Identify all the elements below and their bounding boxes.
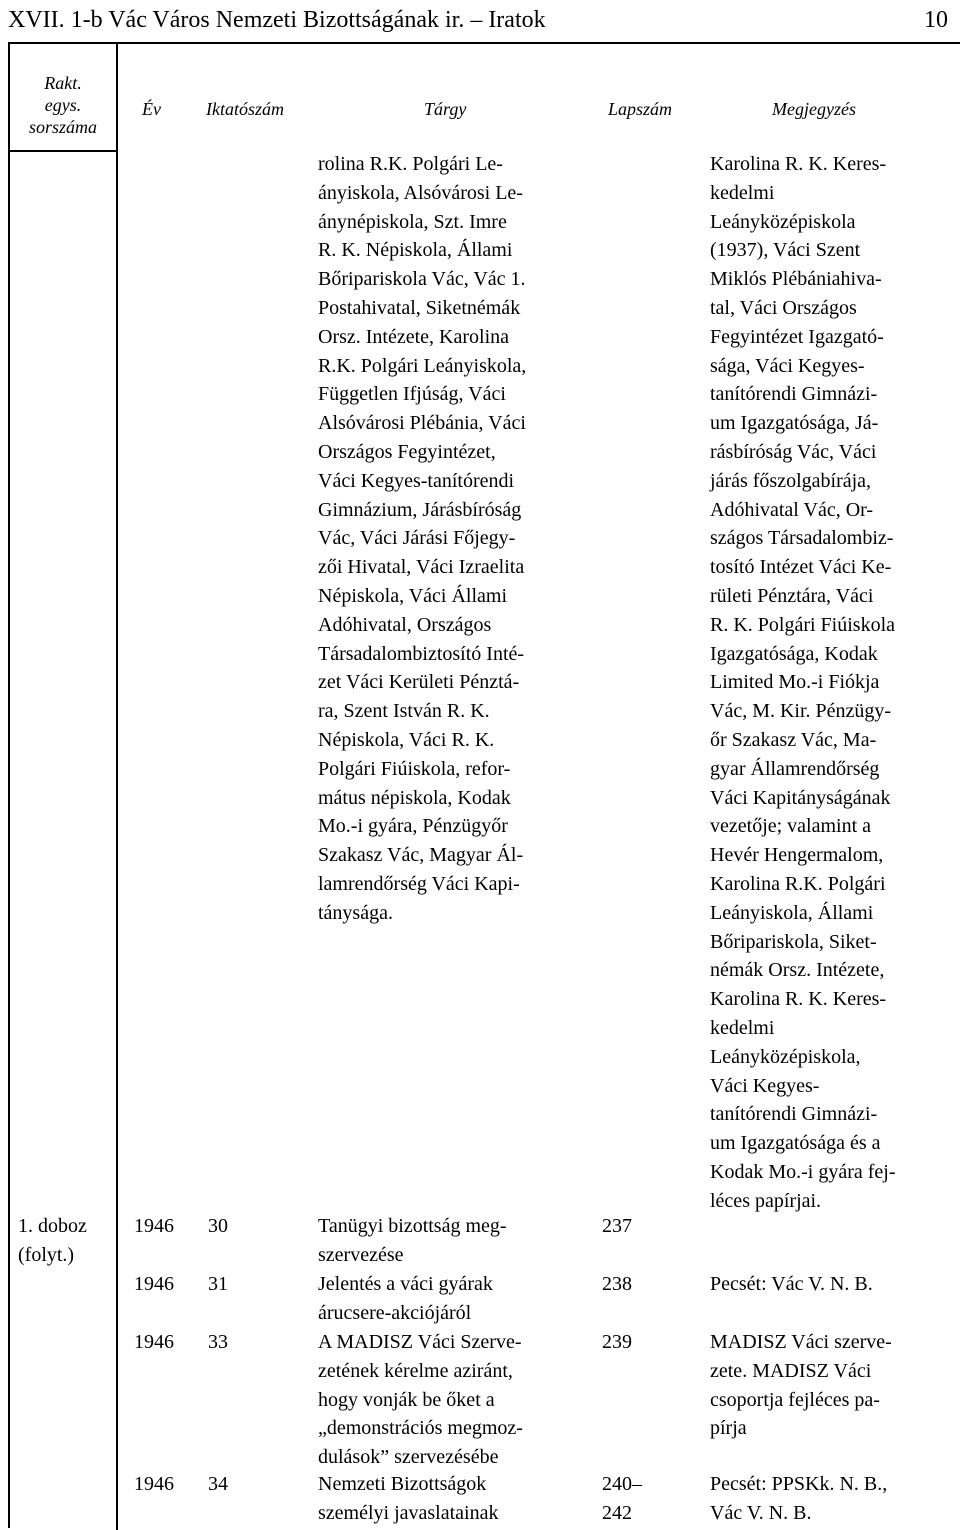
header-divider (10, 150, 116, 152)
text-line: Népiskola, Váci Állami (318, 584, 508, 607)
text-line: hogy vonják be őket a (318, 1388, 495, 1411)
text-line: Váci Kapitányságának (710, 786, 891, 809)
column-header-lapszam: Lapszám (608, 99, 673, 119)
row-file-number: 33 (208, 1331, 228, 1353)
text-line: MADISZ Váci szerve- (710, 1331, 892, 1353)
text-line: zetének kérelme aziránt, (318, 1359, 513, 1382)
text-line: gyar Államrendőrség (710, 757, 880, 780)
row-remarks (710, 1470, 887, 1528)
row-file-number: 34 (208, 1473, 228, 1495)
text-line: Fegyintézet Igazgató- (710, 325, 884, 348)
text-line: ánynépiskola, Szt. Imre (318, 210, 507, 233)
text-line: őr Szakasz Vác, Ma- (710, 728, 877, 751)
text-line: járás főszolgabírája, (710, 469, 872, 492)
text-line: R. K. Polgári Fiúiskola (710, 613, 896, 636)
column-header-targy: Tárgy (424, 99, 467, 119)
text-line: Vác, Váci Járási Főjegy- (318, 527, 516, 550)
text-line: zői Hivatal, Váci Izraelita (318, 556, 525, 579)
row-year: 1946 (134, 1215, 174, 1237)
text-line: némák Orsz. Intézete, (710, 959, 885, 982)
text-line: Postahivatal, Siketnémák (318, 296, 521, 319)
text-line: Nemzeti Bizottságok (318, 1473, 487, 1495)
text-line: Leányközépiskola (710, 210, 856, 233)
page-title: XVII. 1-b Vác Város Nemzeti Bizottságának ir. – Iratok (8, 7, 546, 33)
text-line: rásbíróság Vác, Váci (710, 440, 877, 463)
text-line: A MADISZ Váci Szerve- (318, 1331, 522, 1353)
text-line: Mo.-i gyára, Pénzügyőr (318, 815, 508, 838)
row-file-number: 30 (208, 1215, 228, 1237)
text-line: Tanügyi bizottság meg- (318, 1215, 507, 1237)
box-label: 1. doboz (folyt.) (18, 1215, 87, 1266)
text-line: árucsere-akciójáról (318, 1301, 472, 1324)
row-page-number (602, 1328, 632, 1357)
records-table (8, 42, 960, 1528)
text-line: tanítórendi Gimnázi- (710, 383, 878, 406)
text-line: Polgári Fiúiskola, refor- (318, 757, 511, 780)
column-header-iktatoszam: Iktatószám (206, 99, 284, 119)
text-line: Alsóvárosi Plébánia, Váci (318, 412, 526, 435)
text-line: Független Ifjúság, Váci (318, 383, 506, 406)
text-line: pírja (710, 1417, 747, 1440)
text-line: Leányközépiskola, (710, 1045, 861, 1068)
row-file-number: 31 (208, 1273, 228, 1295)
row-page-number (602, 1470, 642, 1528)
column-divider (116, 44, 118, 1530)
column-header-megjegyzes: Megjegyzés (772, 99, 856, 119)
text-line: „demonstrációs megmoz- (318, 1417, 523, 1440)
continuation-subject (318, 150, 526, 928)
text-line: R.K. Polgári Leányiskola, (318, 354, 527, 377)
text-line: kedelmi (710, 1016, 775, 1039)
text-line: tal, Váci Országos (710, 296, 857, 319)
column-header-rakt: Rakt. egys. sorszáma (28, 73, 98, 137)
text-line: mátus népiskola, Kodak (318, 786, 511, 809)
text-line: Népiskola, Váci R. K. (318, 728, 495, 751)
text-line: Országos Fegyintézet, (318, 440, 496, 463)
text-line: zete. MADISZ Váci (710, 1359, 872, 1382)
text-line: tanítórendi Gimnázi- (710, 1103, 878, 1126)
text-line: Karolina R. K. Keres- (710, 153, 887, 175)
text-line: tánysága. (318, 901, 393, 924)
text-line: zet Váci Kerületi Pénztá- (318, 671, 520, 694)
text-line: vezetője; valamint a (710, 815, 872, 838)
text-line: Adóhivatal, Országos (318, 613, 492, 636)
row-remarks (710, 1270, 873, 1299)
text-line: Vác, M. Kir. Pénzügy- (710, 700, 892, 723)
row-subject (318, 1212, 507, 1270)
text-line: Vác V. N. B. (710, 1501, 812, 1524)
text-line: ra, Szent István R. K. (318, 700, 490, 723)
text-line: Váci Kegyes- (710, 1074, 820, 1097)
text-line: ányiskola, Alsóvárosi Le- (318, 181, 523, 204)
row-page-number (602, 1270, 632, 1299)
row-subject (318, 1270, 493, 1328)
text-line: személyi javaslatainak (318, 1501, 499, 1524)
text-line: Karolina R. K. Keres- (710, 988, 887, 1011)
text-line: tosító Intézet Váci Ke- (710, 556, 892, 579)
text-line: Kodak Mo.-i gyára fej- (710, 1160, 896, 1183)
text-line: Pecsét: PPSKk. N. B., (710, 1473, 888, 1495)
row-year: 1946 (134, 1331, 174, 1353)
row-subject (318, 1470, 498, 1528)
row-year: 1946 (134, 1473, 174, 1495)
continuation-remarks (710, 150, 896, 1215)
text-line: 237 (602, 1215, 632, 1237)
text-line: Hevér Hengermalom, (710, 844, 884, 867)
text-line: Szakasz Vác, Magyar Ál- (318, 844, 524, 867)
text-line: rületi Pénztára, Váci (710, 584, 874, 607)
text-line: Limited Mo.-i Fiókja (710, 671, 880, 694)
row-remarks (710, 1328, 892, 1443)
text-line: Társadalombiztosító Inté- (318, 642, 525, 665)
text-line: 239 (602, 1331, 632, 1353)
text-line: Orsz. Intézete, Karolina (318, 325, 510, 348)
text-line: Karolina R.K. Polgári (710, 872, 886, 895)
text-line: csoportja fejléces pa- (710, 1388, 880, 1411)
row-subject (318, 1328, 523, 1472)
text-line: 238 (602, 1273, 632, 1295)
text-line: um Igazgatósága és a (710, 1132, 881, 1155)
row-page-number (602, 1212, 632, 1241)
text-line: Váci Kegyes-tanítórendi (318, 469, 515, 492)
text-line: lamrendőrség Váci Kapi- (318, 872, 520, 895)
text-line: Bőripariskola, Siket- (710, 930, 877, 953)
text-line: szágos Társadalombiz- (710, 527, 894, 550)
text-line: R. K. Népiskola, Állami (318, 239, 513, 262)
text-line: dulások” szervezésébe (318, 1446, 499, 1469)
text-line: Jelentés a váci gyárak (318, 1273, 493, 1295)
text-line: 240– (602, 1473, 642, 1495)
text-line: Miklós Plébániahiva- (710, 268, 882, 291)
row-year: 1946 (134, 1273, 174, 1295)
text-line: Adóhivatal Vác, Or- (710, 498, 874, 521)
text-line: Bőripariskola Vác, Vác 1. (318, 268, 526, 291)
text-line: Igazgatósága, Kodak (710, 642, 878, 665)
column-header-ev: Év (142, 99, 161, 119)
text-line: rolina R.K. Polgári Le- (318, 153, 503, 175)
page-number: 10 (924, 7, 948, 33)
text-line: Gimnázium, Járásbíróság (318, 498, 522, 521)
text-line: um Igazgatósága, Já- (710, 412, 879, 435)
page-header (8, 0, 960, 40)
text-line: Pecsét: Vác V. N. B. (710, 1273, 873, 1295)
text-line: léces papírjai. (710, 1189, 822, 1212)
text-line: (1937), Váci Szent (710, 239, 861, 262)
text-line: 242 (602, 1501, 632, 1524)
text-line: szervezése (318, 1243, 404, 1266)
text-line: sága, Váci Kegyes- (710, 354, 865, 377)
text-line: Leányiskola, Állami (710, 901, 874, 924)
text-line: kedelmi (710, 181, 775, 204)
